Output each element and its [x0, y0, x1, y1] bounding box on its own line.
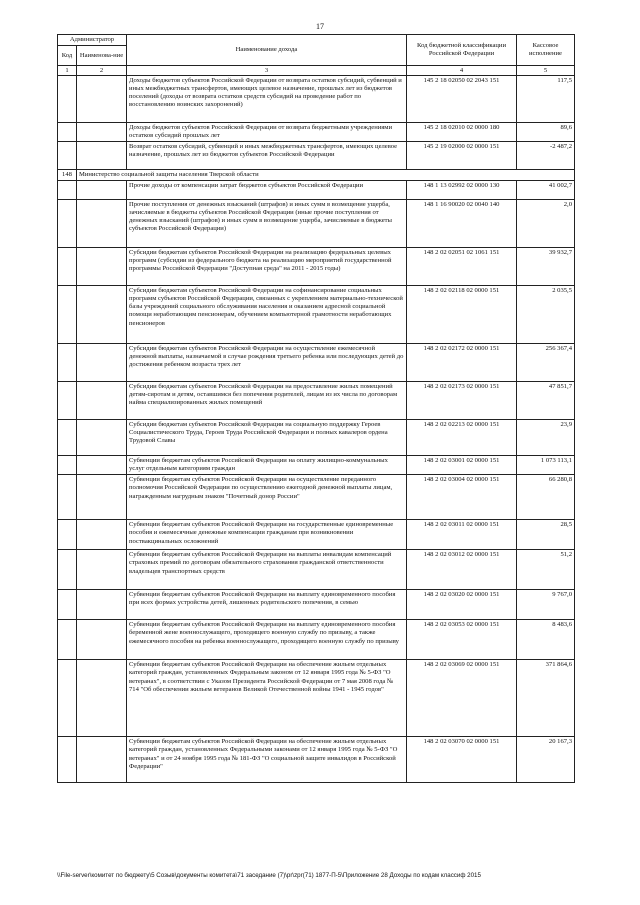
- budget-code-cell: 148 2 02 02118 02 0000 151: [407, 286, 517, 344]
- admin-name-header: Наименова-ние: [77, 46, 127, 66]
- admin-code-cell: [58, 382, 77, 420]
- table-row: [58, 248, 575, 286]
- income-name-cell: Субсидии бюджетам субъектов Российской Федерации на софинансирование социальных программ субъектов Российской Федерации, связанных с укреплением материально-технической базы учреждений социального обслуживания населения и оказанием адресной социальной помощи неработающим пенсионерам, обучением компьютерной грамотности неработающих пенсионеров: [127, 286, 407, 344]
- budget-code-cell: 148 2 02 03069 02 0000 151: [407, 660, 517, 737]
- income-name-cell: Субсидии бюджетам субъектов Российской Федерации на предоставление жилых помещений детям-сиротам и детям, оставшимся без попечения родителей, лицам из их числа по договорам найма специализированных жилых помещений: [127, 382, 407, 420]
- budget-code-cell: 148 1 16 90020 02 0040 140: [407, 200, 517, 248]
- table-row: [58, 142, 575, 170]
- budget-code-cell: 148 2 02 03001 02 0000 151: [407, 456, 517, 475]
- rows-after-section: [58, 181, 575, 783]
- admin-name-cell: [77, 590, 127, 620]
- budget-code-cell: 145 2 18 02050 02 2043 151: [407, 76, 517, 123]
- table-row: [58, 200, 575, 248]
- income-name-cell: Субвенции бюджетам субъектов Российской Федерации на осуществление переданного полномочия Российской Федерации по осуществлению ежегодной денежной выплаты лицам, награжденным нагрудным знаком "Почетный донор России": [127, 475, 407, 520]
- col-num: 2: [77, 66, 127, 76]
- amount-cell: -2 487,2: [517, 142, 575, 170]
- table-row: [58, 737, 575, 783]
- admin-code-cell: [58, 286, 77, 344]
- admin-code-cell: [58, 660, 77, 737]
- cash-execution-header: Кассовое исполнение: [517, 35, 575, 66]
- admin-code-cell: [58, 590, 77, 620]
- table-row: [58, 475, 575, 520]
- admin-code-cell: [58, 344, 77, 382]
- amount-cell: 47 851,7: [517, 382, 575, 420]
- admin-code-header: Код: [58, 46, 77, 66]
- amount-cell: 371 864,6: [517, 660, 575, 737]
- income-name-cell: Субвенции бюджетам субъектов Российской Федерации на выплату единовременного пособия при всех формах устройства детей, лишенных родительского попечения, в семью: [127, 590, 407, 620]
- admin-name-cell: [77, 475, 127, 520]
- budget-code-cell: 148 2 02 02172 02 0000 151: [407, 344, 517, 382]
- section-header-group: [58, 170, 575, 181]
- income-name-cell: Субсидии бюджетам субъектов Российской Федерации на осуществление ежемесячной денежной выплаты, назначаемой в случае рождения третьего ребенка или последующих детей до достижения ребенком возраста трех лет: [127, 344, 407, 382]
- amount-cell: 51,2: [517, 550, 575, 590]
- income-name-cell: Прочие поступления от денежных взысканий (штрафов) и иных сумм в возмещение ущерба, зачисляемые в бюджеты субъектов Российской Федерации (иные прочие поступления от денежных взысканий (штрафов) и иных сумм в возмещение ущерба, зачисляемые в бюджеты субъектов Российской Федерации): [127, 200, 407, 248]
- amount-cell: 8 483,6: [517, 620, 575, 660]
- budget-code-cell: 148 2 02 03070 02 0000 151: [407, 737, 517, 783]
- table-row: [58, 420, 575, 456]
- amount-cell: 28,5: [517, 520, 575, 550]
- income-name-cell: Возврат остатков субсидий, субвенций и иных межбюджетных трансфертов, имеющих целевое назначение, прошлых лет из бюджетов субъектов Российской Федерации: [127, 142, 407, 170]
- admin-name-cell: [77, 550, 127, 590]
- income-name-cell: Субвенции бюджетам субъектов Российской Федерации на выплату единовременного пособия беременной жене военнослужащего, проходящего военную службу по призыву, а также ежемесячного пособия на ребенка военнослужащего, проходящего военную службу по призыву: [127, 620, 407, 660]
- table-row: [58, 76, 575, 123]
- admin-code-cell: [58, 456, 77, 475]
- section-title: Министерство социальной защиты населения Тверской области: [77, 170, 575, 181]
- admin-code-cell: [58, 181, 77, 200]
- col-num: 3: [127, 66, 407, 76]
- admin-code-cell: [58, 737, 77, 783]
- admin-name-cell: [77, 286, 127, 344]
- admin-code-cell: [58, 123, 77, 142]
- admin-name-cell: [77, 142, 127, 170]
- table-row: [58, 181, 575, 200]
- admin-name-cell: [77, 456, 127, 475]
- admin-code-cell: [58, 200, 77, 248]
- table-row: [58, 660, 575, 737]
- admin-code-cell: [58, 76, 77, 123]
- admin-name-cell: [77, 520, 127, 550]
- amount-cell: 89,6: [517, 123, 575, 142]
- rows-before-section: [58, 76, 575, 170]
- budget-code-cell: 148 2 02 02051 02 1061 151: [407, 248, 517, 286]
- col-num: 5: [517, 66, 575, 76]
- table-row: [58, 382, 575, 420]
- income-name-cell: Доходы бюджетов субъектов Российской Федерации от возврата бюджетными учреждениями остатков субсидий прошлых лет: [127, 123, 407, 142]
- budget-code-cell: 148 2 02 02213 02 0000 151: [407, 420, 517, 456]
- admin-code-cell: [58, 475, 77, 520]
- budget-code-cell: 145 2 19 02000 02 0000 151: [407, 142, 517, 170]
- amount-cell: 1 073 113,1: [517, 456, 575, 475]
- income-name-cell: Субвенции бюджетам субъектов Российской Федерации на выплаты инвалидам компенсаций страховых премий по договорам обязательного страхования гражданской ответственности владельцев транспортных средств: [127, 550, 407, 590]
- amount-cell: 66 280,8: [517, 475, 575, 520]
- amount-cell: 2 035,5: [517, 286, 575, 344]
- admin-name-cell: [77, 620, 127, 660]
- table-row: [58, 123, 575, 142]
- column-numbers-row: [58, 66, 575, 76]
- admin-name-cell: [77, 123, 127, 142]
- table-row: [58, 620, 575, 660]
- table-row: [58, 456, 575, 475]
- admin-name-cell: [77, 344, 127, 382]
- income-name-cell: Субвенции бюджетам субъектов Российской Федерации на обеспечение жильем отдельных категорий граждан, установленных Федеральными законами от 12 января 1995 года № 5-ФЗ "О ветеранах" и от 24 ноября 1995 года № 181-ФЗ "О социальной защите инвалидов в Российской Федерации": [127, 737, 407, 783]
- income-name-cell: Субвенции бюджетам субъектов Российской Федерации на обеспечение жильем отдельных категорий граждан, установленных Федеральным законом от 12 января 1995 года № 5-ФЗ "О ветеранах", в соответствии с Указом Президента Российской Федерации от 7 мая 2008 года № 714 "Об обеспечении жильем ветеранов Великой Отечественной войны 1941 - 1945 годов": [127, 660, 407, 737]
- col-num: 4: [407, 66, 517, 76]
- budget-code-cell: 148 2 02 03012 02 0000 151: [407, 550, 517, 590]
- admin-name-cell: [77, 200, 127, 248]
- amount-cell: 117,5: [517, 76, 575, 123]
- table-row: [58, 344, 575, 382]
- amount-cell: 39 932,7: [517, 248, 575, 286]
- budget-code-header: Код бюджетной классификации Российской Федерации: [407, 35, 517, 66]
- amount-cell: 23,9: [517, 420, 575, 456]
- table-row: [58, 520, 575, 550]
- admin-code-cell: [58, 550, 77, 590]
- admin-name-cell: [77, 420, 127, 456]
- income-name-cell: Субвенции бюджетам субъектов Российской Федерации на государственные единовременные пособия и ежемесячные денежные компенсации гражданам при возникновении поствакцинальных осложнений: [127, 520, 407, 550]
- amount-cell: 41 002,7: [517, 181, 575, 200]
- admin-code-cell: [58, 420, 77, 456]
- admin-code-cell: [58, 248, 77, 286]
- income-table: [57, 34, 575, 783]
- budget-code-cell: 148 1 13 02992 02 0000 130: [407, 181, 517, 200]
- income-name-header: Наименование дохода: [127, 35, 407, 66]
- admin-code-cell: [58, 620, 77, 660]
- admin-code-cell: [58, 520, 77, 550]
- amount-cell: 20 167,3: [517, 737, 575, 783]
- budget-code-cell: 148 2 02 03011 02 0000 151: [407, 520, 517, 550]
- table-row: [58, 590, 575, 620]
- section-code: 148: [58, 170, 77, 181]
- amount-cell: 2,0: [517, 200, 575, 248]
- admin-name-cell: [77, 660, 127, 737]
- admin-name-cell: [77, 248, 127, 286]
- admin-code-cell: [58, 142, 77, 170]
- administrator-header: Администратор: [58, 35, 127, 46]
- table-row: [58, 286, 575, 344]
- income-name-cell: Прочие доходы от компенсации затрат бюджетов субъектов Российской Федерации: [127, 181, 407, 200]
- col-num: 1: [58, 66, 77, 76]
- admin-name-cell: [77, 737, 127, 783]
- income-name-cell: Субсидии бюджетам субъектов Российской Федерации на реализацию федеральных целевых программ (субсидии из федерального бюджета на реализацию мероприятий государственной программы Российской Федерации "Доступная среда" на 2011 - 2015 годы): [127, 248, 407, 286]
- income-name-cell: Субвенции бюджетам субъектов Российской Федерации на оплату жилищно-коммунальных услуг отдельным категориям граждан: [127, 456, 407, 475]
- section-row: [58, 170, 575, 181]
- budget-code-cell: 148 2 02 02173 02 0000 151: [407, 382, 517, 420]
- admin-name-cell: [77, 382, 127, 420]
- admin-name-cell: [77, 181, 127, 200]
- budget-code-cell: 148 2 02 03020 02 0000 151: [407, 590, 517, 620]
- budget-code-cell: 145 2 18 02010 02 0000 180: [407, 123, 517, 142]
- amount-cell: 9 767,0: [517, 590, 575, 620]
- table-row: [58, 550, 575, 590]
- income-name-cell: Доходы бюджетов субъектов Российской Федерации от возврата остатков субсидий, субвенций и иных межбюджетных трансфертов, имеющих целевое назначение, прошлых лет из бюджетов поселений (доходы от возврата остатков средств субсидий на проведение работ по восстановлению воинских захоронений): [127, 76, 407, 123]
- page-number: 17: [316, 22, 324, 31]
- income-name-cell: Субсидии бюджетам субъектов Российской Федерации на социальную поддержку Героев Социалистического Труда, Героев Труда Российской Федерации и полных кавалеров ордена Трудовой Славы: [127, 420, 407, 456]
- admin-name-cell: [77, 76, 127, 123]
- amount-cell: 256 367,4: [517, 344, 575, 382]
- file-path-footer: \\File-server\комитет по бюджету\5 Созыв\документы комитета\71 заседание (7)\pr\zpr(71) 1877-П-5\Приложение 28 Доходы по кодам классиф 2015: [57, 872, 481, 879]
- budget-code-cell: 148 2 02 03053 02 0000 151: [407, 620, 517, 660]
- budget-code-cell: 148 2 02 03004 02 0000 151: [407, 475, 517, 520]
